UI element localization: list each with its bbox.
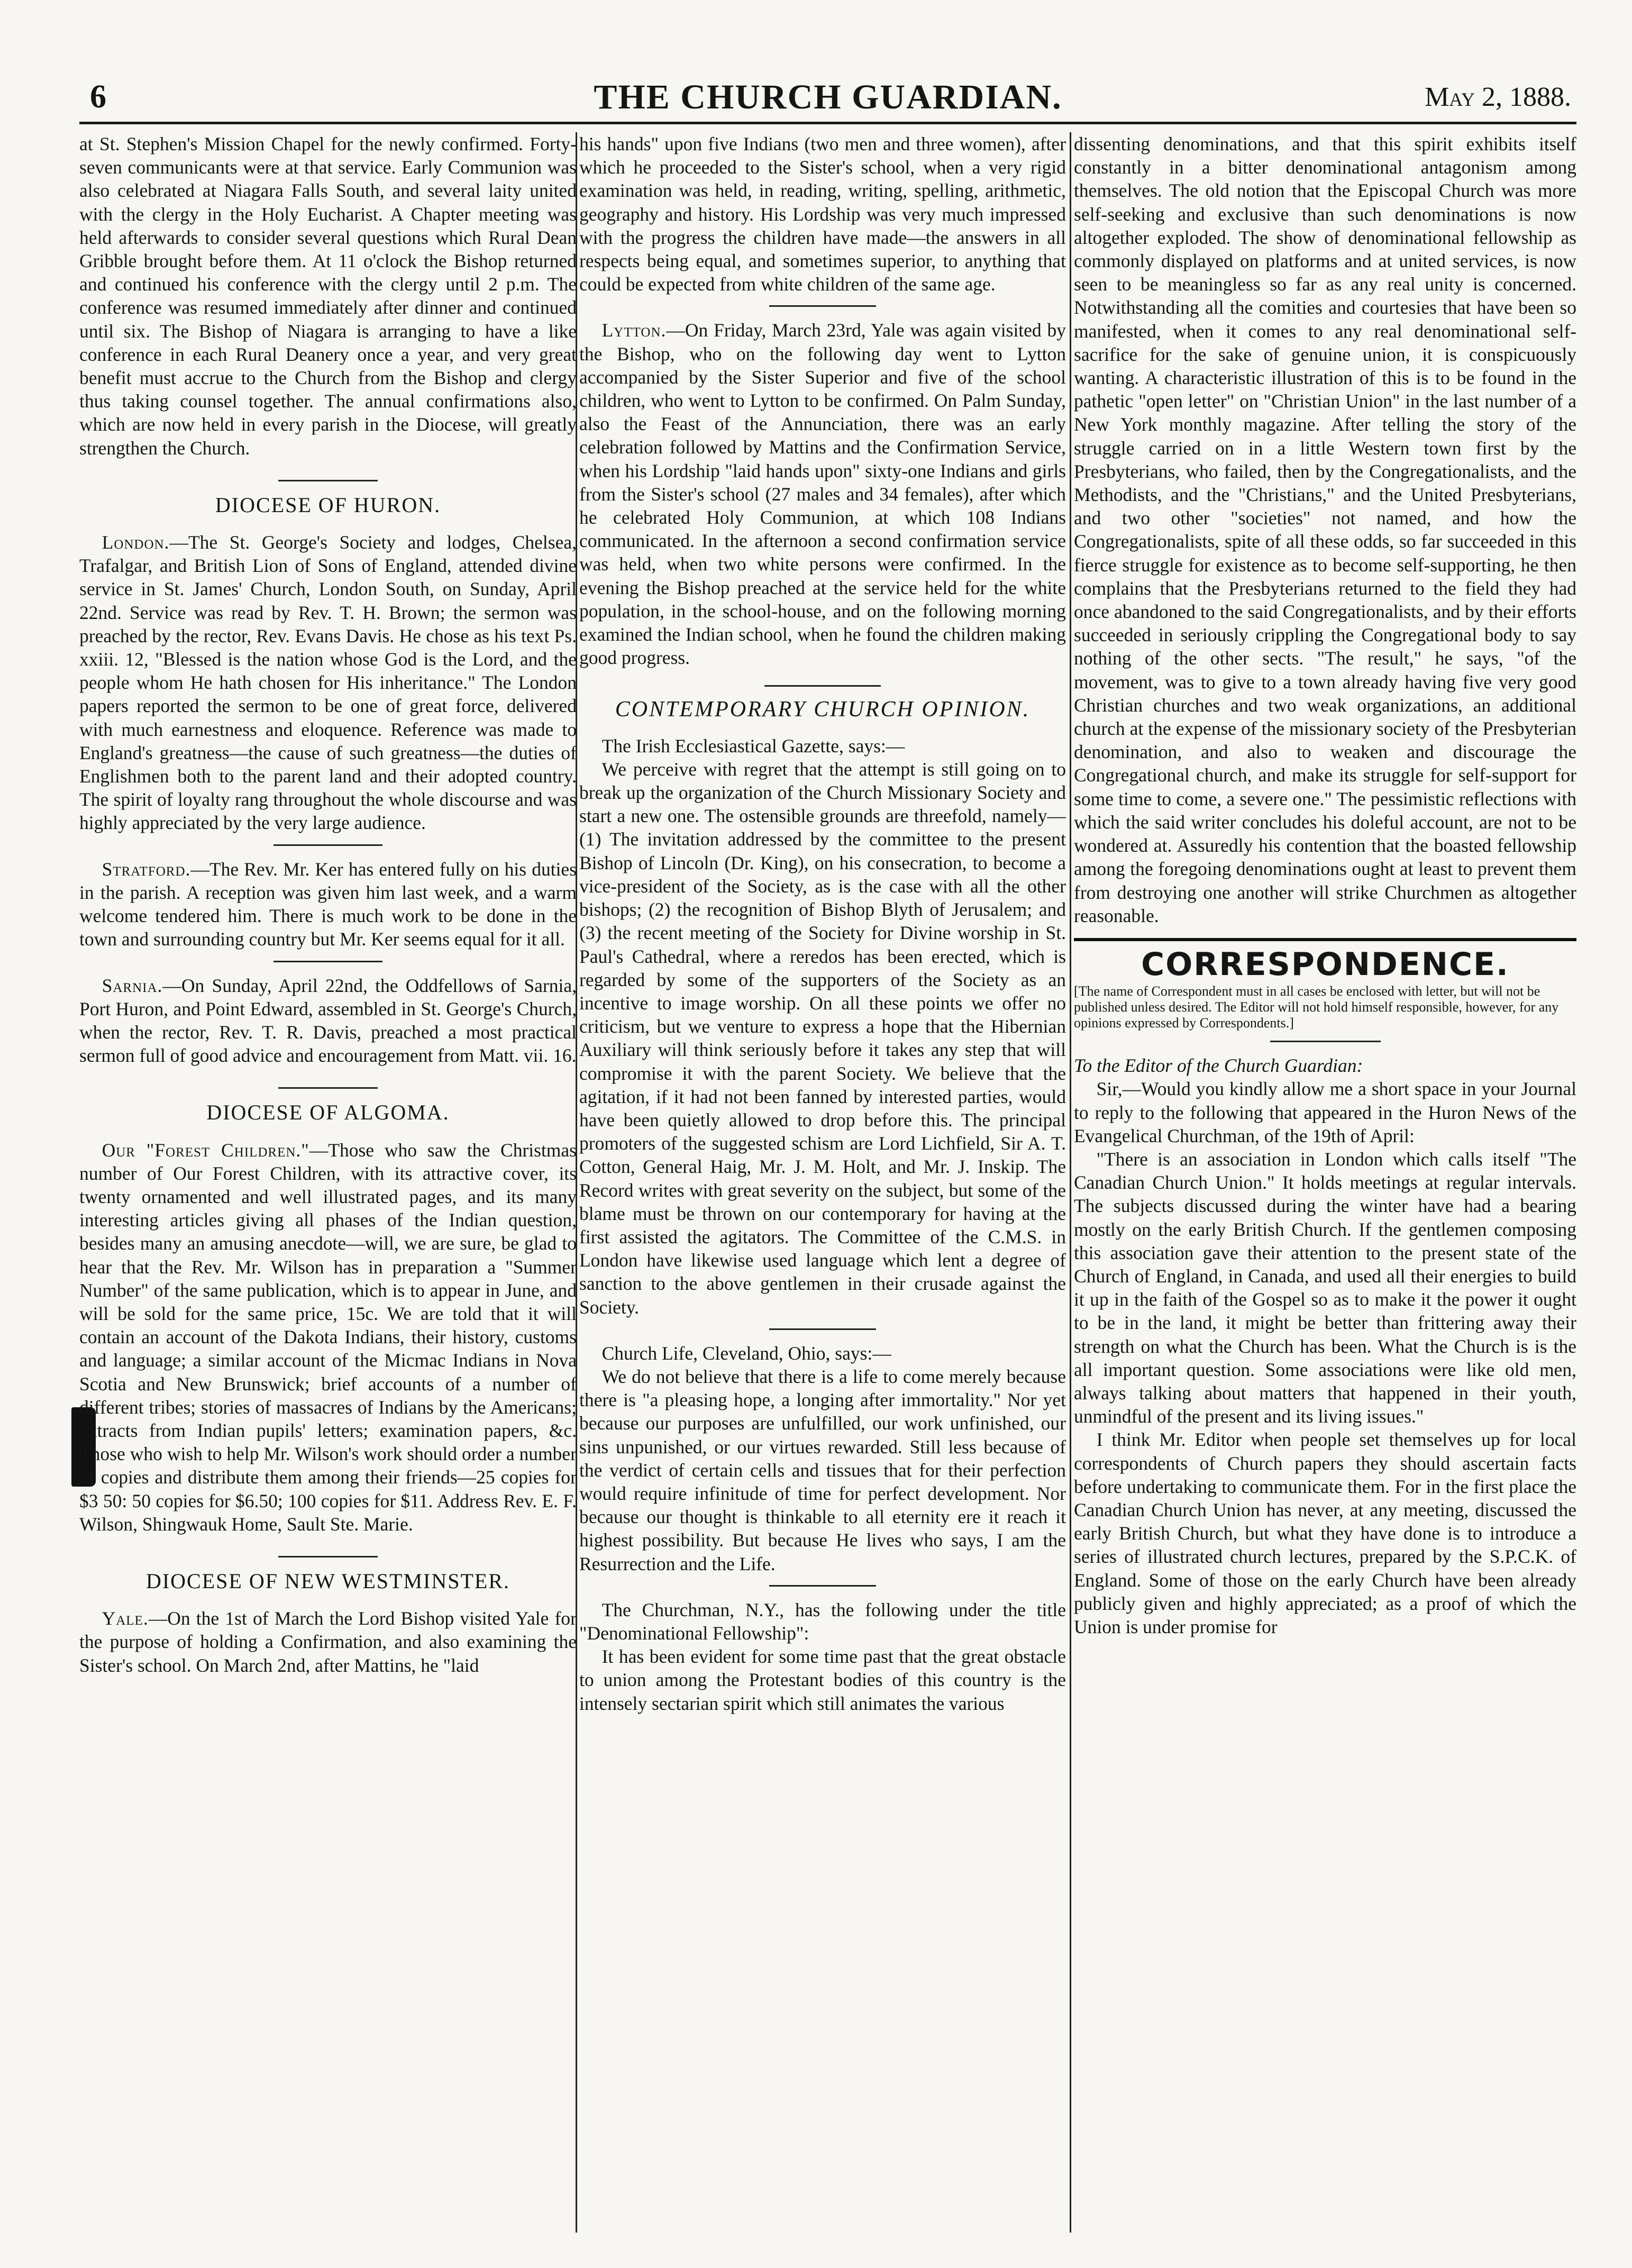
page-header	[79, 69, 1576, 124]
article-paragraph	[79, 974, 577, 1068]
article-paragraph	[579, 318, 1066, 669]
dateline: London.	[102, 532, 170, 553]
separator-rule	[769, 1585, 876, 1587]
letter-salutation: To the Editor of the Church Guardian:	[1074, 1055, 1363, 1077]
section-heading-huron: DIOCESE OF HURON.	[79, 480, 577, 517]
quote-intro: Church Life, Cleveland, Ohio, says:—	[601, 1342, 891, 1364]
section-heading-opinion: CONTEMPORARY CHURCH OPINION.	[579, 685, 1066, 721]
dateline: Our "Forest Children."	[102, 1139, 309, 1161]
letter-quote: "There is an association in London which calls itself "The Canadian Church Union." It holds meetings at regular intervals. The subjects discussed during the winter have had a bearing mostly on the early British Church. If the gentlemen composing this association gave their attention to the present state of the Church of England, in Canada, and used all their energies to build it up in the faith of the Gospel so as to make it the power it ought to be in the land, it might be better than frittering away their strength on what the Church has been. What the Church is is the all important question. Some associations were like old men, always talking about matters that happened in their youth, unmindful of the present and its living issues."	[1074, 1148, 1576, 1427]
column-rule	[1070, 132, 1071, 2233]
newspaper-title: THE CHURCH GUARDIAN.	[594, 78, 1062, 116]
letter-paragraph: Sir,—Would you kindly allow me a short space in your Journal to reply to the following that appeared in the Huron News of the Evangelical Churchman, of the 19th of April:	[1074, 1078, 1576, 1146]
article-paragraph: at St. Stephen's Mission Chapel for the newly confirmed. Forty-seven communicants were at that service. Early Communion was also celebrated at Niagara Falls South, and several laity united with the clergy in the Holy Eucharist. A Chapter meeting was held afterwards to consider several questions which Rural Dean Gribble brought before them. At 11 o'clock the Bishop returned and continued his conference with the clergy until 2 p.m. The conference was resumed immediately after dinner and continued until six. The Bishop of Niagara is arranging to have a like conference in each Rural Deanery once a year, and very great benefit must accrue to the Church from the Bishop and clergy thus taking counsel together. The annual confirmations also, which are now held in every parish in the Diocese, will greatly strengthen the Church.	[79, 133, 577, 459]
correspondence-heading: CORRESPONDENCE.	[1141, 945, 1509, 983]
separator-rule	[769, 1328, 876, 1330]
separator-rule	[273, 961, 383, 962]
quote-intro: The Churchman, N.Y., has the following under the title "Denominational Fellowship":	[579, 1599, 1066, 1644]
page-number: 6	[90, 79, 106, 115]
article-paragraph	[79, 858, 577, 951]
paragraph-text: —Those who saw the Christmas number of Our Forest Children, with its attractive cover, its twenty ornamented and well illustrated pages, and its many interesting articles giving all phases of the Indian question, besides many an amusing anecdote—will, we are sure, be glad to hear that the Rev. Mr. Wilson has in preparation a "Summer Number" of the same publication, which is to appear in June, and will be sold for the same price, 15c. We are told that it will contain an account of the Dakota Indians, their history, customs and language; a similar account of the Micmac Indians in Nova Scotia and New Brunswick; brief accounts of a number of different tribes; stories of massacres of Indians by the Americans; extracts from Indian pupils' letters; examination papers, &c. Those who wish to help Mr. Wilson's work should order a number of copies and distribute them among their friends—25 copies for $3 50: 50 copies for $6.50; 100 copies for $11. Address Rev. E. F. Wilson, Shingwauk Home, Sault Ste. Marie.	[79, 1139, 577, 1535]
paragraph-text: —On the 1st of March the Lord Bishop visited Yale for the purpose of holding a Confirmation, and also examining the Sister's school. On March 2nd, after Mattins, he "laid	[79, 1608, 577, 1676]
article-paragraph	[79, 531, 577, 835]
separator-rule	[769, 305, 876, 307]
article-paragraph	[79, 1607, 577, 1677]
section-heading-algoma: DIOCESE OF ALGOMA.	[79, 1087, 577, 1124]
correspondence-section	[1074, 938, 1576, 1031]
section-heading-new-westminster: DIOCESE OF NEW WESTMINSTER.	[79, 1556, 577, 1593]
paragraph-text: —The St. George's Society and lodges, Chelsea, Trafalgar, and British Lion of Sons of England, attended divine service in St. James' Church, London South, on Sunday, April 22nd. Service was read by Rev. T. H. Brown; the sermon was preached by the rector, Rev. Evans Davis. He chose as his text Ps. xxiii. 12, "Blessed is the nation whose God is the Lord, and the people whom He hath chosen for His inheritance." The London papers reported the sermon to be one of great force, delivered with much earnestness and eloquence. Reference was made to England's greatness—the cause of such greatness—the duties of Englishmen both to the parent land and their adopted country. The spirit of loyalty rang throughout the whole discourse and was highly appreciated by the very large audience.	[79, 532, 577, 834]
issue-date: May 2, 1888.	[1425, 82, 1571, 112]
article-paragraph: We perceive with regret that the attempt is still going on to break up the organization of the Church Missionary Society and start a new one. The ostensible grounds are threefold, namely—(1) The invitation addressed by the committee to the present Bishop of Lincoln (Dr. King), on his consecration, to become a vice-president of the Society, as is the case with all the other bishops; (2) the recognition of Bishop Blyth of Jerusalem; and (3) the recent meeting of the Society for Divine worship in St. Paul's Cathedral, where a reredos has been erected, which is regarded by some of the supporters of the Society as an incentive to image worship. On all these points we offer no criticism, but we venture to express a hope that the Hibernian Auxiliary will think seriously before it takes any step that will compromise it with the parent Society. We believe that the agitation, if it had not been fanned by interested parties, would have been quietly allowed to drop before this. The principal promoters of the suggested schism are Lord Lichfield, Sir A. T. Cotton, General Haig, Mr. J. M. Holt, and Mr. J. Inskip. The Record writes with great severity on the subject, but some of the blame must be thrown on our contemporary for having at the first assisted the agitators. The Committee of the C.M.S. in London have likewise used language which lent a degree of sanction to the above gentlemen in their crusade against the Society.	[579, 758, 1066, 1318]
letter-paragraph: I think Mr. Editor when people set themselves up for local correspondents of Church papers they should ascertain facts before undertaking to communicate them. For in the first place the Canadian Church Union has never, at any meeting, discussed the early British Church, but what they have done is to introduce a series of illustrated church lectures, prepared by the S.P.C.K. of England. Some of those on the early Church have been already publicly given and highly appreciated; as a proof of which the Union is under promise for	[1074, 1429, 1576, 1637]
heavy-rule	[1074, 938, 1576, 941]
editor-note: [The name of Correspondent must in all cases be enclosed with letter, but will not be published unless desired. The Editor will not hold himself responsible, however, for any opinions expressed by Correspondents.]	[1074, 983, 1559, 1031]
column-3	[1074, 132, 1576, 2238]
paragraph-text: —On Sunday, April 22nd, the Oddfellows of Sarnia, Port Huron, and Point Edward, assembled in St. George's Church, when the rector, Rev. T. R. Davis, preached a most practical sermon full of good advice and encouragement from Matt. vii. 16.	[79, 974, 577, 1067]
article-paragraph	[79, 1138, 577, 1536]
paragraph-text: —The Rev. Mr. Ker has entered fully on his duties in the parish. A reception was given him last week, and a warm welcome tendered him. There is much work to be done in the town and surrounding country but Mr. Ker seems equal for it all.	[79, 858, 577, 950]
quote-intro: The Irish Ecclesiastical Gazette, says:—	[601, 735, 905, 757]
article-paragraph: his hands" upon five Indians (two men and three women), after which he proceeded to the Sister's school, when a very rigid examination was held, in reading, writing, spelling, arithmetic, geography and history. His Lordship was very much impressed with the progress the children have made—the answers in all respects being equal, and sometimes superior, to anything that could be expected from white children of the same age.	[579, 133, 1066, 295]
paragraph-text: —On Friday, March 23rd, Yale was again visited by the Bishop, who on the following day went to Lytton accompanied by the Sister Superior and five of the school children, who went to Lytton to be confirmed. On Palm Sunday, also the Feast of the Annunciation, there was an early celebration followed by Mattins and the Confirmation Service, when his Lordship "laid hands upon" sixty-one Indians and girls from the Sister's school (27 males and 34 females), after which he celebrated Holy Communion, at which 108 Indians communicated. In the afternoon a second confirmation service was held, when two white persons were confirmed. In the evening the Bishop preached at the service held for the white population, in the school-house, and on the following morning examined the Indian school, when he found the children making good progress.	[579, 320, 1066, 669]
separator-rule	[1270, 1041, 1381, 1042]
dateline: Sarnia.	[102, 974, 163, 996]
article-paragraph: dissenting denominations, and that this spirit exhibits itself constantly in a bitter denominational antagonism among themselves. The old notion that the Episcopal Church was more self-seeking and exclusive than such denominations is now altogether exploded. The show of denominational fellowship as commonly displayed on platforms and at united services, is now seen to be meaningless so far as any real unity is concerned. Notwithstanding all the comities and courtesies that have been so manifested, when it comes to any real denominational self-sacrifice for the sake of genuine union, it is conspicuously wanting. A characteristic illustration of this is to be found in the pathetic "open letter" on "Christian Union" in the last number of a New York monthly magazine. After telling the story of the struggle carried on in a little Western town first by the Presbyterians, who failed, then by the Congregationalists, and the Methodists, and the "Christians," and the United Presbyterians, and two other "societies" not named, and how the Congregationalists, spite of all these odds, so far succeeded in this fierce struggle for existence as to become self-supporting, he then complains that the Presbyterians returned to the field they had once abandoned to the said Congregationalists, and by their efforts succeeded in seriously crippling the Congregational body to say nothing of the other sects. "The result," he says, "of the movement, was to give to a town already having five very good Christian churches and two weak organizations, an additional church at the expense of the missionary society of the Presbyterian denomination, and also to weaken and discourage the Congregational church, and make its struggle for self-support for some time to come, a severe one." The pessimistic reflections with which the said writer concludes his doleful account, are not to be wondered at. Assuredly his contention that the boasted fellowship among the foregoing denominations ought at least to prevent them from destroying one another will strike Churchmen as altogether reasonable.	[1074, 133, 1576, 926]
dateline: Yale.	[102, 1608, 149, 1629]
dateline: Stratford.	[102, 858, 191, 880]
dateline: Lytton.	[601, 320, 667, 341]
column-1	[79, 132, 577, 2238]
column-2	[579, 132, 1066, 2238]
article-paragraph: We do not believe that there is a life to come merely because there is "a pleasing hope, a longing after immortality." Nor yet because our purposes are unfulfilled, our work unfinished, our sins unpunished, or our virtues rewarded. Still less because of the verdict of certain cells and tissues that for their perfection would require infinitude of time for perfect development. Nor because our thought is thinkable to all eternity ere it reach it highest possibility. But because He lives who says, I am the Resurrection and the Life.	[579, 1365, 1066, 1574]
separator-rule	[273, 844, 383, 846]
article-paragraph: It has been evident for some time past that the great obstacle to union among the Protestant bodies of this country is the intensely sectarian spirit which still animates the various	[579, 1646, 1066, 1714]
